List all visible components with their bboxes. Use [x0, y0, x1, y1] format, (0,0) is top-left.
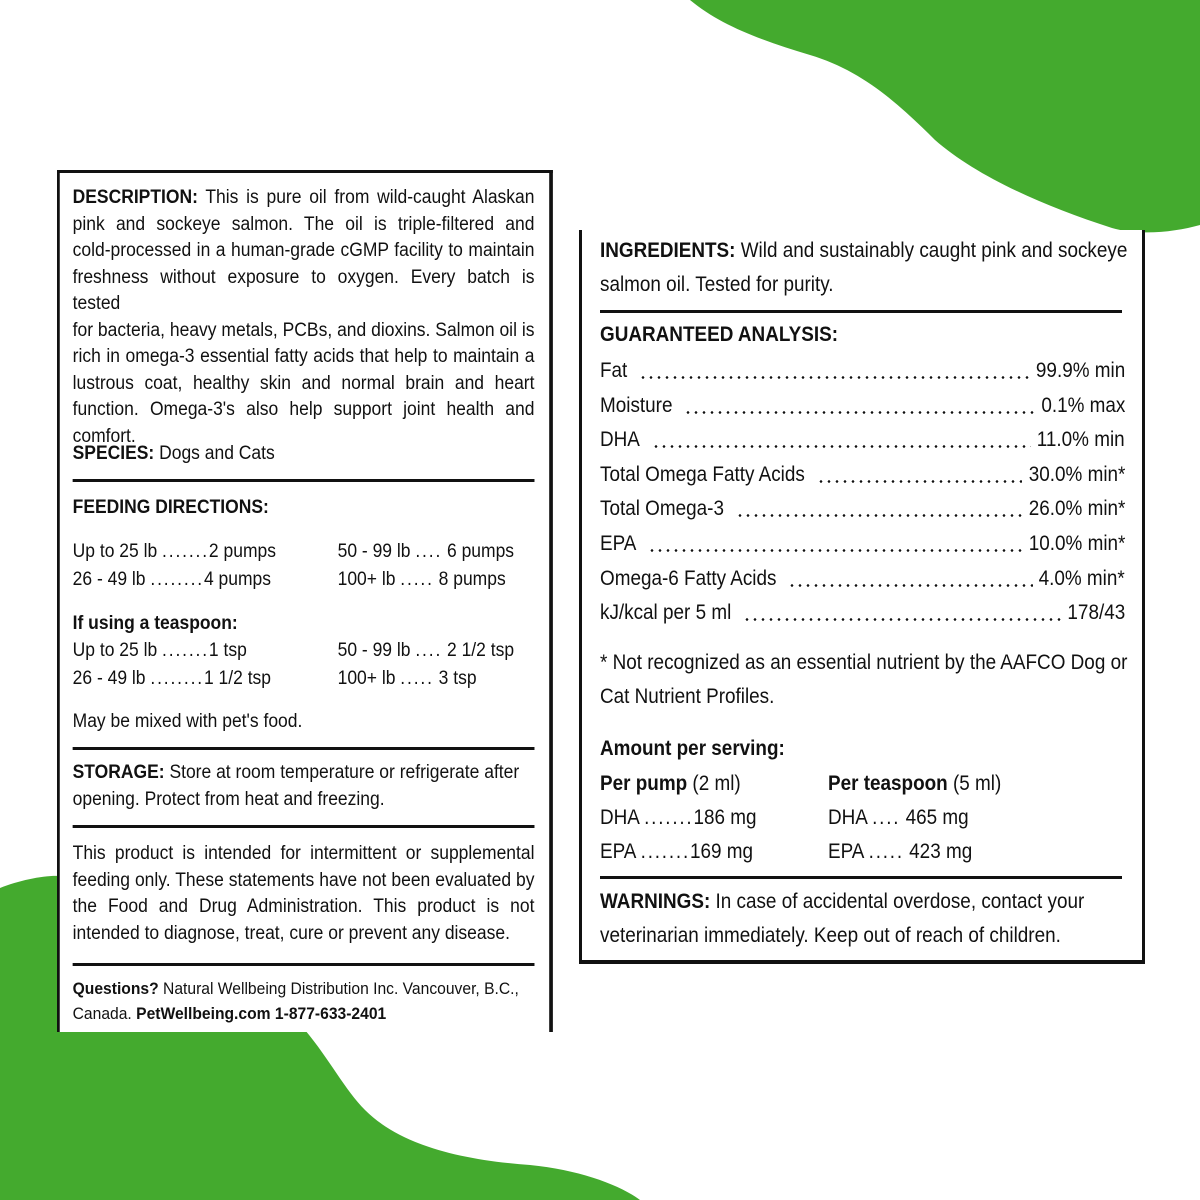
feeding-amount: 3 tsp: [438, 668, 477, 689]
analysis-label: Omega-6 Fatty Acids: [600, 566, 777, 590]
dot-leader: [652, 445, 1031, 448]
dot-leader: [639, 376, 1029, 379]
analysis-row: [600, 389, 1125, 423]
divider: [73, 825, 535, 828]
dot-leader: ....: [415, 541, 443, 562]
dot-leader: ........: [150, 569, 204, 590]
dot-leader: [684, 411, 1034, 414]
serving-heading: Amount per serving:: [600, 737, 785, 760]
dot-leader: .......: [640, 840, 690, 863]
analysis-row: [600, 596, 1125, 630]
footnote-line: * Not recognized as an essential nutrient by the AAFCO Dog or: [600, 651, 1128, 674]
ingredients-line: salmon oil. Tested for purity.: [600, 273, 834, 296]
description-section: [73, 185, 535, 450]
feeding-amount: 8 pumps: [438, 569, 506, 590]
ingredients-line: Wild and sustainably caught pink and sockeye: [740, 239, 1128, 262]
description-line: comfort.: [72, 425, 136, 447]
dot-leader: ....: [415, 640, 443, 661]
per-pump-column: [600, 767, 757, 869]
feeding-weight: 100+ lb: [337, 569, 396, 590]
dot-leader: [788, 584, 1032, 587]
analysis-label: EPA: [600, 532, 637, 555]
questions-heading: Questions?: [72, 979, 159, 998]
divider: [600, 310, 1122, 313]
dot-leader: [743, 618, 1061, 621]
feeding-amount: 4 pumps: [203, 569, 272, 590]
serving-value: 186 mg: [693, 806, 757, 829]
analysis-value: 4.0% min*: [1038, 566, 1125, 590]
divider: [73, 963, 535, 966]
right-label-panel: [579, 230, 1145, 964]
dot-leader: [736, 514, 1022, 517]
dot-leader: .....: [400, 569, 434, 590]
dot-leader: ........: [150, 668, 204, 689]
analysis-value: 0.1% max: [1040, 393, 1125, 417]
description-line: freshness without exposure to oxygen. Every batch is tested: [72, 266, 535, 314]
teaspoon-row: [338, 666, 477, 693]
storage-line: opening. Protect from heat and freezing.: [72, 788, 385, 810]
species-heading: SPECIES:: [72, 443, 155, 464]
questions-section: [73, 976, 535, 1026]
feeding-weight: Up to 25 lb: [72, 541, 158, 562]
analysis-value: 178/43: [1067, 601, 1125, 625]
storage-heading: STORAGE:: [72, 762, 165, 783]
dot-leader: .....: [400, 668, 434, 689]
disclaimer-line: the Food and Drug Administration. This product is not: [72, 896, 535, 917]
dot-leader: .......: [162, 541, 209, 562]
description-line: for bacteria, heavy metals, PCBs, and dioxins. Salmon oil is: [72, 319, 535, 341]
per-teaspoon-unit: (5 ml): [953, 772, 1002, 795]
species-section: [73, 441, 535, 468]
storage-line: Store at room temperature or refrigerate after: [169, 762, 520, 783]
disclaimer-line: This product is intended for intermittent or supplemental: [72, 843, 535, 864]
serving-label: DHA: [828, 806, 867, 829]
description-line: lustrous coat, healthy skin and normal brain and heart: [72, 372, 535, 394]
footnote: [600, 646, 1127, 714]
per-teaspoon-heading: Per teaspoon: [828, 772, 948, 795]
per-pump-unit: (2 ml): [692, 772, 741, 795]
analysis-row: [600, 492, 1125, 526]
warnings-line: veterinarian immediately. Keep out of reach of children.: [600, 924, 1061, 947]
warnings-heading: WARNINGS:: [600, 890, 711, 913]
analysis-label: kJ/kcal per 5 ml: [600, 601, 732, 625]
feeding-row: [73, 539, 276, 566]
analysis-label: DHA: [600, 428, 640, 452]
serving-row: [828, 835, 1001, 869]
analysis-label: Fat: [600, 359, 628, 382]
description-line: function. Omega-3's also help support joint health and: [72, 399, 535, 420]
feeding-weight: Up to 25 lb: [72, 640, 158, 661]
analysis-label: Total Omega Fatty Acids: [600, 462, 805, 486]
description-line: rich in omega-3 essential fatty acids that help to maintain a: [72, 346, 535, 367]
serving-value: 423 mg: [909, 840, 973, 863]
serving-row: [600, 835, 757, 869]
dot-leader: .......: [162, 640, 209, 661]
disclaimer-line: feeding only. These statements have not been evaluated by: [72, 869, 535, 891]
storage-section: [73, 760, 535, 813]
feeding-weight: 26 - 49 lb: [72, 668, 146, 689]
teaspoon-row: [73, 666, 271, 693]
description-line: cold-processed in a human-grade cGMP facility to maintain: [72, 240, 535, 261]
analysis-value: 10.0% min*: [1028, 532, 1125, 555]
serving-label: EPA: [828, 840, 864, 863]
feeding-amount: 2 pumps: [208, 541, 276, 562]
phone-number[interactable]: 1-877-633-2401: [274, 1004, 387, 1023]
description-line: pink and sockeye salmon. The oil is triple-filtered and: [72, 213, 535, 235]
analysis-value: 99.9% min: [1035, 359, 1125, 382]
per-teaspoon-column: [828, 767, 1001, 869]
feeding-weight: 26 - 49 lb: [72, 569, 146, 590]
feeding-amount: 2 1/2 tsp: [447, 640, 515, 661]
feeding-amount: 1 1/2 tsp: [203, 668, 272, 689]
per-pump-heading: Per pump: [600, 772, 688, 795]
warnings-line: In case of accidental overdose, contact your: [715, 890, 1085, 913]
analysis-row: [600, 423, 1125, 457]
analysis-label: Moisture: [600, 393, 673, 417]
top-right-green-blob: [690, 0, 1200, 232]
divider: [600, 876, 1122, 879]
dot-leader: .......: [644, 806, 694, 829]
teaspoon-row: [73, 638, 247, 665]
dot-leader: [648, 549, 1022, 552]
description-heading: DESCRIPTION:: [72, 187, 198, 208]
analysis-value: 30.0% min*: [1028, 462, 1125, 486]
feeding-note: May be mixed with pet's food.: [72, 711, 303, 732]
serving-value: 465 mg: [905, 806, 969, 829]
teaspoon-row: [338, 638, 514, 665]
feeding-weight: 50 - 99 lb: [337, 541, 411, 562]
feeding-amount: 6 pumps: [447, 541, 515, 562]
feeding-weight: 100+ lb: [337, 668, 396, 689]
serving-row: [600, 801, 757, 835]
disclaimer-section: [73, 841, 535, 947]
dot-leader: ....: [872, 806, 901, 829]
species-text: Dogs and Cats: [159, 443, 275, 464]
analysis-row: [600, 458, 1125, 492]
analysis-value: 11.0% min: [1037, 428, 1125, 452]
questions-line: Natural Wellbeing Distribution Inc. Vancouver, B.C.,: [163, 979, 519, 998]
analysis-row: [600, 562, 1125, 596]
ingredients-heading: INGREDIENTS:: [600, 239, 736, 262]
dot-leader: [817, 480, 1022, 483]
feeding-row: [73, 567, 271, 594]
analysis-row: [600, 527, 1125, 561]
feeding-row: [338, 567, 506, 594]
analysis-value: 26.0% min*: [1028, 497, 1125, 521]
serving-label: EPA: [600, 840, 636, 863]
serving-value: 169 mg: [690, 840, 754, 863]
description-line: This is pure oil from wild-caught Alaskan: [205, 187, 535, 208]
footnote-line: Cat Nutrient Profiles.: [600, 685, 775, 708]
disclaimer-line: intended to diagnose, treat, cure or prevent any disease.: [72, 922, 510, 944]
serving-label: DHA: [600, 806, 639, 829]
feeding-weight: 50 - 99 lb: [337, 640, 411, 661]
analysis-label: Total Omega-3: [600, 497, 724, 521]
guaranteed-analysis-heading: GUARANTEED ANALYSIS:: [600, 323, 839, 346]
feeding-heading: [73, 495, 535, 522]
divider: [73, 747, 535, 750]
divider: [73, 479, 535, 482]
feeding-amount: 1 tsp: [208, 640, 247, 661]
dot-leader: .....: [868, 840, 904, 863]
website-link[interactable]: PetWellbeing.com: [136, 1004, 271, 1023]
teaspoon-heading: If using a teaspoon:: [72, 613, 238, 634]
analysis-row: [600, 354, 1125, 388]
feeding-row: [338, 539, 514, 566]
ingredients-section: [600, 234, 1127, 302]
questions-country: Canada.: [72, 1004, 132, 1023]
warnings-section: [600, 885, 1084, 953]
serving-row: [828, 801, 1001, 835]
feeding-directions-heading: FEEDING DIRECTIONS:: [72, 497, 269, 518]
left-label-panel: [57, 170, 553, 1032]
